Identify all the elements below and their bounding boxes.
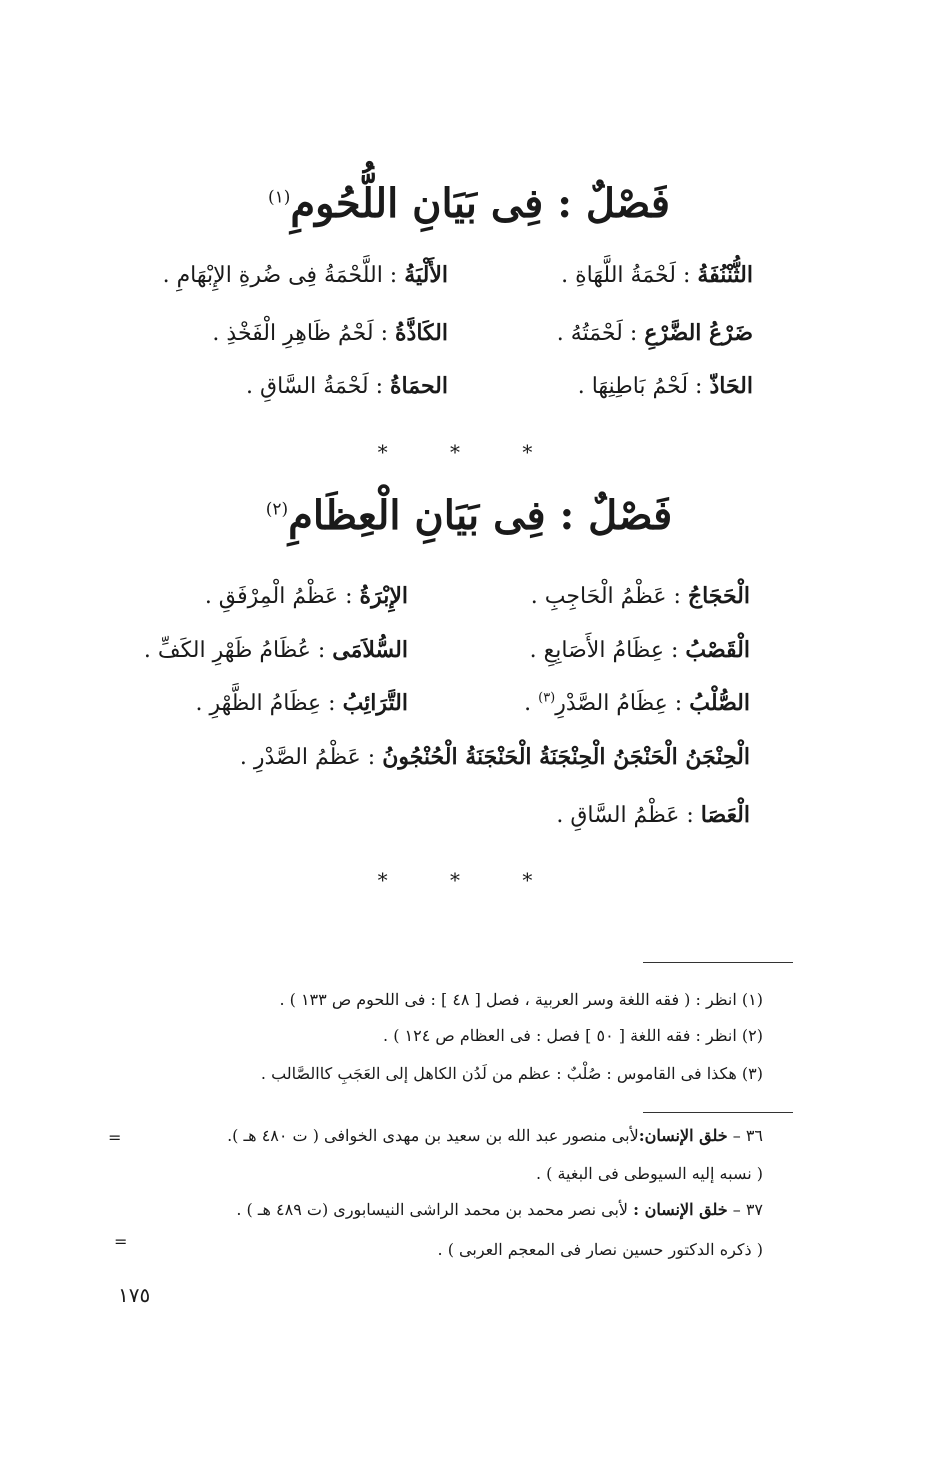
- continuation-marker: =: [108, 1128, 122, 1147]
- continuation-marker: =: [114, 1232, 128, 1251]
- section-separator: * * *: [377, 868, 561, 892]
- entry: الأَلْيَةُ : اللَّحْمَةُ فِى ضُرةِ الإِبْهَامِ .: [162, 262, 448, 288]
- entry: الإِبْرَةُ : عَظْمُ الْمِرْفَقِ .: [204, 583, 408, 609]
- continued-note: ٣٧ – خلق الإنسان : لأبى نصر محمد بن محمد الراشى النيسابورى (ت ٤٨٩ هـ ) .: [236, 1200, 763, 1219]
- heading-text: فَصْلٌ : فِى بَيَانِ اللُّحُومِ: [290, 180, 670, 227]
- heading-text: فَصْلٌ : فِى بَيَانِ الْعِظَامِ: [288, 492, 673, 539]
- entry: الحَاذّ : لَحْمُ بَاطِنِهَا .: [577, 373, 753, 399]
- footnote-ref: (٢): [265, 499, 289, 520]
- entry: الصُّلْبُ : عِظَامُ الصَّدْرِ$^{(٣)}$ .: [524, 690, 750, 716]
- entry: الثُّنْنُفَةُ : لَحْمَةُ اللَّهَاةِ .: [561, 262, 753, 288]
- entry: الْحِنْجَنُ الْحَنْجَنُ الْحِنْجَنَةُ الْحَنْجَنَةُ الْحُنْجُونُ : عَظْمُ الصَّدْرِ .: [239, 744, 750, 770]
- entry: الحمَاةُ : لَحْمَةُ السَّاقِ .: [246, 373, 448, 399]
- footnote-rule: [643, 1112, 793, 1113]
- entry: الْقَصْبُ : عِظَامُ الأَصَابِعِ .: [529, 637, 750, 663]
- section-separator: * * *: [377, 440, 561, 464]
- section-heading-meats: [0, 180, 938, 227]
- entry: الْعَصَا : عَظْمُ السَّاقِ .: [556, 802, 750, 828]
- footnote: (٢) انظر : فقه اللغة [ ٥٠ ] فصل : فى العظام ص ١٢٤ ) .: [383, 1026, 763, 1045]
- page-number: ١٧٥: [118, 1283, 151, 1307]
- footnote-ref: (١): [267, 187, 291, 208]
- footnote-rule: [643, 962, 793, 963]
- footnote-ref: (٣): [538, 690, 556, 706]
- entry: السُّلاَمَى : عُظَامُ ظَهْرِ الكَفِّ .: [143, 637, 408, 663]
- entry: التَّرَائِبُ : عِظَامُ الظَّهْرِ .: [195, 690, 408, 716]
- continued-note: ( نسبه إليه السيوطى فى البغية ) .: [535, 1164, 763, 1183]
- entry: الْحَجَاجُ : عَظْمُ الْحَاجِبِ .: [530, 583, 750, 609]
- section-heading-bones: [0, 492, 938, 539]
- entry: ضَرْعُ الضَّرْعِ : لَحْمَتُهُ .: [556, 320, 753, 346]
- continued-note: ٣٦ – خلق الإنسان:لأبى منصور عبد الله بن سعيد بن مهدى الخوافى ( ت ٤٨٠ هـ ).: [227, 1126, 763, 1145]
- footnote: (١) انظر : ( فقه اللغة وسر العربية ، فصل [ ٤٨ ] : فى اللحوم ص ١٣٣ ) .: [279, 990, 763, 1009]
- continued-note: ( ذكره الدكتور حسين نصار فى المعجم العربى ) .: [437, 1240, 763, 1259]
- footnote: (٣) هكذا فى القاموس : صُلْبٌ : عظم من لَدُن الكاهل إلى العَجَبِ كاالصَّالب .: [260, 1064, 763, 1083]
- entry: الكَاذَّةُ : لَحْمُ ظَاهِرِ الْفَخْذِ .: [212, 320, 448, 346]
